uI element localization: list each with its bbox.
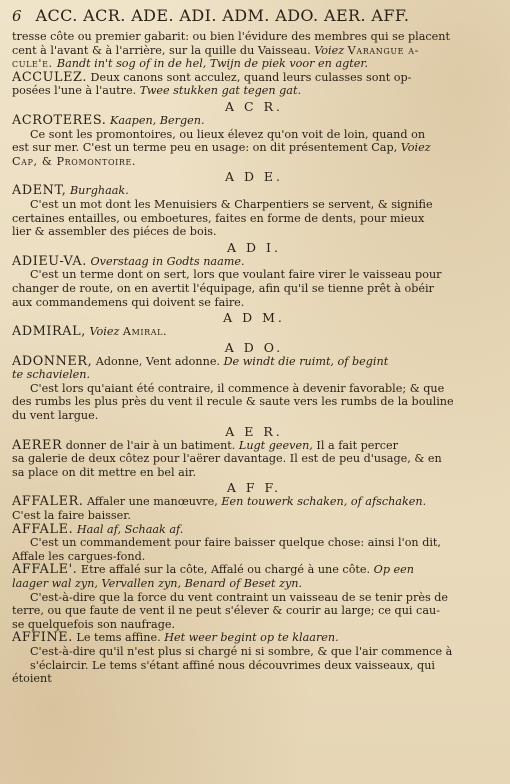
entry-headword: ACROTERES. — [12, 113, 107, 128]
text-line — [12, 466, 496, 480]
section-heading: A D M. — [223, 310, 285, 326]
entry-headword: ADMIRAL, — [12, 325, 86, 339]
text-line — [12, 57, 496, 71]
text-run: Voiez — [314, 43, 348, 57]
text-line — [12, 563, 496, 577]
text-line — [12, 382, 496, 396]
text-run: C'est un commandement pour faire baisser quelque chose: ainsi l'on dit, — [30, 536, 441, 550]
text-line — [12, 44, 496, 58]
text-line — [12, 355, 496, 369]
text-run: Varangue a- — [347, 43, 420, 57]
text-run: Le tems affine. — [72, 631, 165, 645]
text-run: C'est un terme dont on sert, lors que voulant faire virer le vaisseau pour — [30, 268, 442, 282]
text-run: Twee stukken gat tegen gat. — [139, 84, 301, 98]
text-line — [12, 672, 496, 686]
text-line — [12, 255, 496, 269]
dictionary-entry — [12, 439, 496, 480]
text-run: du vent largue. — [12, 409, 99, 423]
text-run: Etre affalé sur la côte, Affalé ou chargé à une côte. — [77, 563, 374, 577]
text-line — [12, 184, 496, 198]
text-line — [12, 631, 496, 645]
text-run: cent à l'avant & à l'arrière, sur la quille du Vaisseau. — [12, 43, 315, 57]
text-run: Het weer begint op te klaaren. — [164, 631, 339, 645]
text-run: Bandt in't sog of in de hel, Twijn de piek voor en agter. — [56, 57, 369, 71]
page-body — [12, 30, 496, 686]
section-heading: A D I. — [227, 239, 281, 255]
text-line — [12, 452, 496, 466]
text-run: C'est-à-dire qu'il n'est plus si chargé ni si sombre, & que l'air commence à — [30, 644, 453, 658]
text-line — [12, 409, 496, 423]
text-run: C'est-à-dire que la force du vent contraint un vaisseau de se tenir près de — [30, 590, 449, 604]
entry-headword: AFFALER. — [12, 495, 84, 510]
text-run: cule'e. — [12, 57, 57, 71]
section-heading: A E R. — [225, 423, 283, 439]
text-line — [12, 659, 496, 673]
text-run: Il a fait percer — [312, 438, 399, 452]
entry-headword: AFFINE. — [12, 631, 73, 645]
text-line — [12, 536, 496, 550]
running-head: ACC. ACR. ADE. ADI. ADM. ADO. AER. AFF. — [35, 6, 410, 25]
text-run: Affaler une manœuvre, — [83, 495, 222, 509]
section-heading: A C R. — [225, 98, 283, 114]
text-run: C'est la faire baisser. — [12, 509, 131, 523]
text-run: Deux canons sont acculez, quand leurs culasses sont op- — [86, 70, 412, 84]
text-run: Cap, & Promontoire. — [12, 154, 137, 168]
text-run: sa galerie de deux côtez pour l'aërer davantage. Il est de peu d'usage, & en — [12, 452, 442, 466]
dictionary-entry — [12, 325, 496, 339]
text-line — [12, 368, 496, 382]
text-run: Ce sont les promontoires, ou lieux élevez qu'on voit de loin, quand on — [30, 127, 426, 141]
text-run: lier & assembler des piéces de bois. — [12, 225, 217, 239]
dictionary-entry — [12, 114, 496, 168]
text-run: Voiez — [400, 141, 431, 155]
text-line — [12, 225, 496, 239]
text-line — [12, 509, 496, 523]
text-line — [12, 198, 496, 212]
text-run: C'est lors qu'aiant été contraire, il commence à devenir favorable; & que — [30, 381, 445, 395]
text-run: changer de route, on en avertit l'équipage, afin qu'il se tienne prêt à obéir — [12, 281, 434, 295]
page-header — [12, 6, 496, 28]
entry-headword: ACCULEZ. — [12, 70, 87, 85]
text-run: De windt die ruimt, of begint — [223, 354, 389, 368]
text-line — [12, 128, 496, 142]
text-line — [12, 645, 496, 659]
text-run: laager wal zyn, Vervallen zyn, Benard of Beset zyn. — [12, 577, 303, 590]
text-run: Adonne, Vent adonne. — [92, 354, 224, 368]
dictionary-entry — [12, 355, 496, 423]
text-line — [12, 523, 496, 537]
text-run: Een touwerk schaken, of afschaken. — [221, 495, 427, 509]
text-run: Voiez — [89, 325, 123, 339]
text-run: C'est un mot dont les Menuisiers & Charpentiers se servent, & signifie — [30, 197, 433, 211]
text-run: Kaapen, Bergen. — [109, 113, 205, 127]
text-run: terre, ou que faute de vent il ne peut s'élever & courir au large; ce qui cau- — [12, 604, 440, 618]
text-line — [12, 71, 496, 85]
page-number: 6 — [12, 7, 22, 25]
section-heading: A D O. — [224, 339, 284, 355]
text-run: Overstaag in Godts naame. — [90, 254, 245, 268]
text-line — [12, 618, 496, 632]
entry-headword: AFFALE. — [12, 522, 74, 537]
text-run: est sur mer. C'est un terme peu en usage: on dit présentement Cap, — [12, 141, 401, 155]
text-run: Burghaak. — [69, 184, 129, 198]
dictionary-entry — [12, 495, 496, 685]
text-line — [12, 268, 496, 282]
entry-headword: ADIEU-VA. — [12, 254, 87, 269]
section-heading: A D E. — [224, 169, 284, 185]
text-run: aux commandemens qui doivent se faire. — [12, 295, 245, 309]
text-line — [12, 550, 496, 564]
text-line — [12, 84, 496, 98]
text-line — [12, 296, 496, 310]
text-line — [12, 30, 496, 44]
text-line — [12, 395, 496, 409]
dictionary-entry — [12, 255, 496, 309]
text-run: Lugt geeven, — [238, 438, 313, 452]
text-line — [12, 141, 496, 155]
entry-headword: ADONNER, — [12, 354, 93, 369]
text-line — [12, 325, 496, 339]
dictionary-entry — [12, 184, 496, 238]
text-run: te schavielen. — [12, 368, 91, 382]
text-run: Haal af, Schaak af. — [76, 522, 184, 536]
text-run: Op een — [373, 563, 414, 577]
text-line — [12, 604, 496, 618]
text-run: donner de l'air à un batiment. — [62, 438, 239, 452]
text-line — [12, 155, 496, 169]
text-line — [12, 439, 496, 453]
text-run: Affale les cargues-fond. — [12, 549, 146, 563]
text-run: posées l'une à l'autre. — [12, 84, 140, 98]
section-heading: A F F. — [226, 480, 282, 496]
text-run: certaines entailles, ou emboetures, faites en forme de dents, pour mieux — [12, 211, 425, 225]
text-line — [12, 577, 496, 591]
text-run: se quelquefois son naufrage. — [12, 617, 176, 631]
text-line — [12, 495, 496, 509]
text-run: tresse côte ou premier gabarit: ou bien l'évidure des membres qui se placent — [12, 30, 450, 43]
text-run: étoient — [12, 672, 52, 686]
entry-headword: AFFALE'. — [12, 563, 78, 577]
text-run: sa place on dit mettre en bel air. — [12, 465, 197, 479]
text-run: des rumbs les plus près du vent il recule & saute vers les rumbs de la bouline — [12, 395, 454, 409]
entry-headword: AERER — [12, 438, 63, 453]
text-line — [12, 114, 496, 128]
text-line — [12, 591, 496, 605]
entry-headword: ADENT, — [12, 184, 67, 198]
text-line — [12, 212, 496, 226]
text-block — [12, 30, 496, 71]
text-run: Amiral. — [122, 325, 168, 339]
text-run: s'éclaircir. Le tems s'étant affiné nous découvrimes deux vaisseaux, qui — [30, 658, 435, 672]
text-line — [12, 282, 496, 296]
dictionary-entry — [12, 71, 496, 98]
